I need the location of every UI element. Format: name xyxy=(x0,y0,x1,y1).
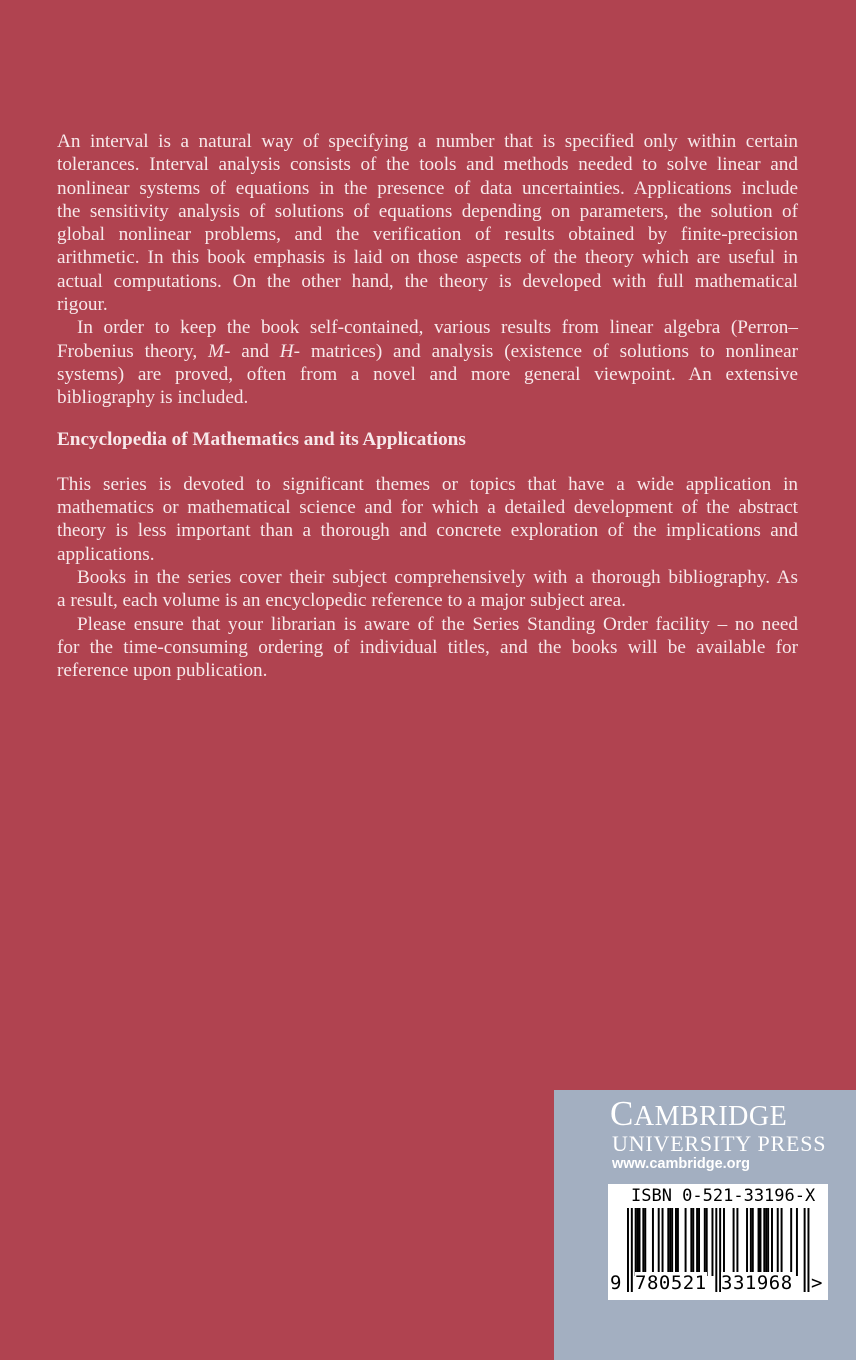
paragraph xyxy=(57,130,798,316)
barcode-bar xyxy=(723,1208,725,1276)
barcode-bar xyxy=(781,1208,783,1276)
barcode-bar xyxy=(706,1208,708,1276)
barcode-bar xyxy=(736,1208,738,1276)
text-line: rigour. xyxy=(57,294,108,316)
text-line: global nonlinear problems, and the verification of results obtained by finite-precision xyxy=(57,224,798,246)
text-line: This series is devoted to significant themes or topics that have a wide application in xyxy=(57,473,798,495)
paragraph xyxy=(57,566,798,613)
text-line: tolerances. Interval analysis consists of the tools and methods needed to solve linear and xyxy=(57,154,798,176)
paragraph xyxy=(57,613,798,683)
book-description xyxy=(57,130,798,410)
text-line: reference upon publication. xyxy=(57,660,268,682)
barcode-bar xyxy=(685,1208,687,1276)
barcode-right-digits: 331968 xyxy=(721,1272,793,1294)
logo-initial: C xyxy=(610,1094,634,1133)
barcode-bar xyxy=(752,1208,754,1276)
text-line: actual computations. On the other hand, the theory is developed with full mathematical xyxy=(57,270,798,292)
isbn-label: ISBN 0-521-33196-X xyxy=(631,1186,816,1206)
barcode-bar xyxy=(711,1208,713,1276)
text-line: a result, each volume is an encyclopedic reference to a major subject area. xyxy=(57,590,626,612)
barcode-bar xyxy=(796,1208,798,1276)
barcode-bar xyxy=(690,1208,692,1276)
text-line: Books in the series cover their subject comprehensively with a thorough bibliography. As xyxy=(77,567,798,589)
text-segment: - and xyxy=(223,340,280,362)
publisher-url: www.cambridge.org xyxy=(612,1156,751,1172)
barcode-bar xyxy=(715,1208,717,1292)
text-line: applications. xyxy=(57,543,155,565)
barcode-bar xyxy=(631,1208,633,1292)
text-segment: M xyxy=(208,340,224,362)
text-line: Please ensure that your librarian is aware of the Series Standing Order facility – no need xyxy=(77,613,798,635)
text-line: systems) are proved, often from a novel and more general viewpoint. An extensive xyxy=(57,363,798,385)
text-line: mathematics or mathematical science and for which a detailed development of the abstract xyxy=(57,497,798,519)
barcode-bar xyxy=(696,1208,698,1276)
barcode-bar xyxy=(750,1208,752,1276)
text-line: nonlinear systems of equations in the presence of data uncertainties. Applications include xyxy=(57,177,798,199)
cambridge-logo xyxy=(610,1094,787,1134)
text-segment: H xyxy=(279,340,294,362)
barcode-bar xyxy=(677,1208,679,1276)
paragraph xyxy=(57,473,798,566)
barcode-bar xyxy=(771,1208,773,1276)
barcode-bar xyxy=(790,1208,792,1276)
barcode-left-digits: 780521 xyxy=(635,1272,707,1294)
back-cover-text xyxy=(57,130,798,683)
barcode-bar xyxy=(644,1208,646,1276)
barcode-bar xyxy=(635,1208,637,1276)
text-line: arithmetic. In this book emphasis is laid on those aspects of the theory which are useful in xyxy=(57,247,798,269)
barcode-bar xyxy=(807,1208,809,1292)
barcode-bar xyxy=(698,1208,700,1276)
barcode-bar xyxy=(767,1208,769,1276)
barcode xyxy=(608,1184,828,1300)
barcode-bar xyxy=(758,1208,760,1276)
barcode-bar xyxy=(662,1208,664,1276)
barcode-bar xyxy=(637,1208,639,1276)
barcode-bar xyxy=(746,1208,748,1276)
barcode-bar xyxy=(777,1208,779,1276)
barcode-bar xyxy=(804,1208,806,1292)
text-line: bibliography is included. xyxy=(57,387,249,409)
text-segment: Frobenius theory, xyxy=(57,340,208,362)
logo-rest: AMBRIDGE xyxy=(633,1101,788,1132)
text-line: the sensitivity analysis of solutions of equations depending on parameters, the solution of xyxy=(57,200,798,222)
barcode-bar xyxy=(667,1208,669,1276)
barcode-bar xyxy=(671,1208,673,1276)
barcode-bar xyxy=(765,1208,767,1276)
barcode-trailer: > xyxy=(811,1272,823,1294)
text-line xyxy=(57,340,798,363)
text-line: for the time-consuming ordering of individual titles, and the books will be available for xyxy=(57,636,798,658)
barcode-bar xyxy=(639,1208,641,1276)
barcode-bar xyxy=(704,1208,706,1276)
text-line: theory is less important than a thorough and concrete exploration of the implications and xyxy=(57,520,798,542)
university-press-label: UNIVERSITY PRESS xyxy=(612,1131,827,1156)
barcode-bar xyxy=(763,1208,765,1276)
barcode-lead-digit: 9 xyxy=(610,1272,622,1294)
series-heading: Encyclopedia of Mathematics and its Applications xyxy=(57,428,466,450)
text-line: In order to keep the book self-contained, various results from linear algebra (Perron– xyxy=(77,317,798,339)
barcode-bar xyxy=(692,1208,694,1276)
publisher-panel xyxy=(554,1090,856,1360)
barcode-bar xyxy=(675,1208,677,1276)
paragraph xyxy=(57,316,798,409)
text-line: An interval is a natural way of specifying a number that is specified only within certain xyxy=(57,131,798,152)
barcode-bar xyxy=(627,1208,629,1292)
text-segment: - matrices) and analysis (existence of solutions to nonlinear xyxy=(293,340,799,362)
barcode-bar xyxy=(733,1208,735,1276)
barcode-bar xyxy=(658,1208,660,1276)
barcode-bar xyxy=(669,1208,671,1276)
series-description xyxy=(57,473,798,683)
barcode-bar xyxy=(642,1208,644,1276)
barcode-bar xyxy=(759,1208,761,1276)
barcode-bar xyxy=(652,1208,654,1276)
